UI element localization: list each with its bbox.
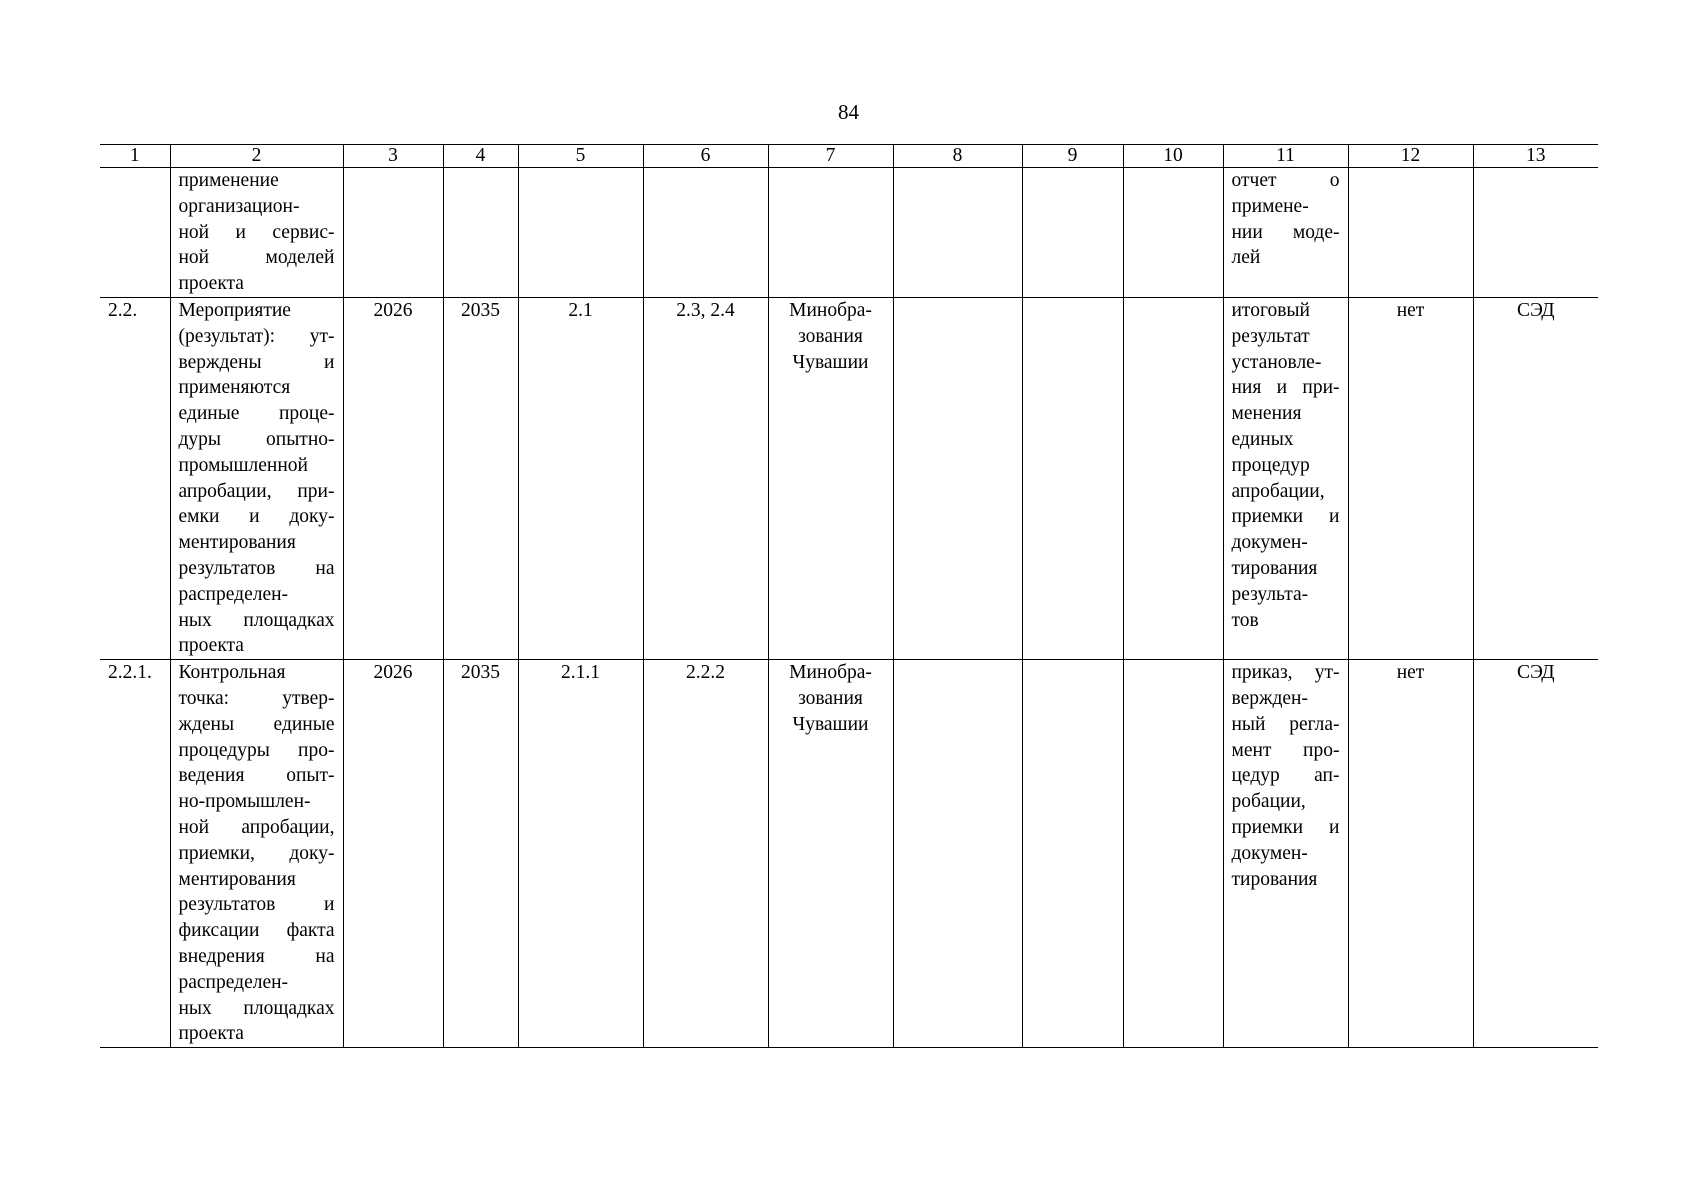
cell-line: приказ, ут-	[1231, 662, 1340, 684]
flag-value	[1348, 168, 1473, 298]
cell-line: тирования	[1231, 868, 1318, 890]
cell-line: отчет о	[1231, 170, 1340, 191]
cell-line: проекта	[178, 1023, 244, 1045]
item-number: 2.2.1.	[100, 660, 170, 1048]
predecessor: 2.1.1	[518, 660, 643, 1048]
cell-line: ной апробации,	[178, 816, 335, 838]
empty-cell	[893, 660, 1022, 1048]
column-number: 11	[1223, 145, 1348, 168]
cell-line: тирования	[1231, 557, 1318, 579]
column-number: 3	[343, 145, 443, 168]
cell-line: примене-	[1231, 195, 1309, 217]
cell-line: Минобра-	[789, 299, 872, 321]
cell-line: ной моделей	[178, 247, 335, 269]
cell-line: организацион-	[178, 195, 300, 217]
information-system	[1473, 168, 1598, 298]
column-number: 4	[443, 145, 518, 168]
cell-line: ных площадках	[178, 997, 335, 1019]
cell-line: Чувашии	[792, 351, 869, 373]
plan-table	[100, 144, 1598, 1048]
cell-line: приемки, доку-	[178, 842, 335, 864]
end-year	[443, 168, 518, 298]
item-name	[170, 660, 343, 1048]
end-year: 2035	[443, 297, 518, 659]
cell-line: ный регла-	[1231, 713, 1340, 735]
column-number: 8	[893, 145, 1022, 168]
column-number: 5	[518, 145, 643, 168]
end-year: 2035	[443, 660, 518, 1048]
flag-value: нет	[1348, 297, 1473, 659]
start-year	[343, 168, 443, 298]
cell-line: емки и доку-	[178, 506, 335, 528]
cell-line: результа-	[1231, 583, 1309, 605]
column-number: 12	[1348, 145, 1473, 168]
responsible	[768, 660, 893, 1048]
cell-line: ждены единые	[178, 713, 335, 735]
predecessor	[518, 168, 643, 298]
cell-line: проекта	[178, 635, 244, 657]
empty-cell	[893, 168, 1022, 298]
successor: 2.3, 2.4	[643, 297, 768, 659]
table-row	[100, 660, 1598, 1048]
cell-line: лей	[1231, 247, 1261, 269]
cell-line: Чувашии	[792, 713, 869, 735]
empty-cell	[1022, 297, 1123, 659]
cell-line: дуры опытно-	[178, 428, 335, 450]
cell-line: внедрения на	[178, 945, 335, 967]
start-year: 2026	[343, 660, 443, 1048]
cell-line: апробации,	[1231, 480, 1325, 502]
cell-line: но-промышлен-	[178, 791, 311, 813]
result-document	[1223, 660, 1348, 1048]
column-number: 2	[170, 145, 343, 168]
information-system: СЭД	[1473, 297, 1598, 659]
cell-line: приемки и	[1231, 506, 1340, 528]
cell-line: мент про-	[1231, 739, 1340, 761]
cell-line: процедур	[1231, 454, 1310, 476]
column-number: 9	[1022, 145, 1123, 168]
successor: 2.2.2	[643, 660, 768, 1048]
cell-line: итоговый	[1231, 299, 1310, 321]
column-number: 10	[1123, 145, 1223, 168]
cell-line: Мероприятие	[178, 299, 291, 321]
cell-line: результат	[1231, 325, 1310, 347]
item-number: 2.2.	[100, 297, 170, 659]
empty-cell	[1022, 168, 1123, 298]
cell-line: тов	[1231, 609, 1259, 631]
column-number: 6	[643, 145, 768, 168]
column-number: 13	[1473, 145, 1598, 168]
cell-line: вержден-	[1231, 687, 1308, 709]
cell-line: докумен-	[1231, 532, 1308, 554]
cell-line: Контрольная	[178, 662, 286, 684]
cell-line: зования	[798, 325, 863, 347]
cell-line: промышленной	[178, 454, 308, 476]
predecessor: 2.1	[518, 297, 643, 659]
cell-line: нии моде-	[1231, 221, 1340, 243]
table-row	[100, 297, 1598, 659]
table-body	[100, 168, 1598, 1048]
cell-line: (результат): ут-	[178, 325, 335, 347]
item-name	[170, 297, 343, 659]
empty-cell	[1123, 297, 1223, 659]
cell-line: ментирования	[178, 868, 296, 890]
cell-line: ных площадках	[178, 609, 335, 631]
item-number	[100, 168, 170, 298]
cell-line: менения	[1231, 403, 1302, 425]
cell-line: апробации, при-	[178, 480, 335, 502]
start-year: 2026	[343, 297, 443, 659]
column-number: 7	[768, 145, 893, 168]
cell-line: робации,	[1231, 791, 1306, 813]
responsible	[768, 168, 893, 298]
table-row	[100, 168, 1598, 298]
cell-line: фиксации факта	[178, 920, 335, 942]
cell-line: ментирования	[178, 532, 296, 554]
cell-line: распределен-	[178, 583, 289, 605]
cell-line: результатов и	[178, 894, 335, 916]
cell-line: приемки и	[1231, 816, 1340, 838]
cell-line: ния и при-	[1231, 377, 1340, 399]
empty-cell	[1123, 660, 1223, 1048]
cell-line: верждены и	[178, 351, 335, 373]
result-document	[1223, 168, 1348, 298]
page-number: 84	[838, 100, 859, 124]
cell-line: единых	[1231, 428, 1294, 450]
cell-line: цедур ап-	[1231, 765, 1340, 787]
empty-cell	[1022, 660, 1123, 1048]
empty-cell	[1123, 168, 1223, 298]
cell-line: Минобра-	[789, 662, 872, 684]
cell-line: единые проце-	[178, 403, 335, 425]
flag-value: нет	[1348, 660, 1473, 1048]
item-name	[170, 168, 343, 298]
successor	[643, 168, 768, 298]
cell-line: ведения опыт-	[178, 765, 335, 787]
information-system: СЭД	[1473, 660, 1598, 1048]
cell-line: зования	[798, 687, 863, 709]
column-numbers-row	[100, 145, 1598, 168]
cell-line: ной и сервис-	[178, 221, 335, 243]
column-number: 1	[100, 145, 170, 168]
cell-line: докумен-	[1231, 842, 1308, 864]
cell-line: применяются	[178, 377, 291, 399]
cell-line: применение	[178, 170, 279, 191]
cell-line: проекта	[178, 273, 244, 295]
empty-cell	[893, 297, 1022, 659]
cell-line: распределен-	[178, 971, 289, 993]
responsible	[768, 297, 893, 659]
cell-line: результатов на	[178, 557, 335, 579]
cell-line: установле-	[1231, 351, 1322, 373]
cell-line: точка: утвер-	[178, 687, 335, 709]
cell-line: процедуры про-	[178, 739, 335, 761]
result-document	[1223, 297, 1348, 659]
